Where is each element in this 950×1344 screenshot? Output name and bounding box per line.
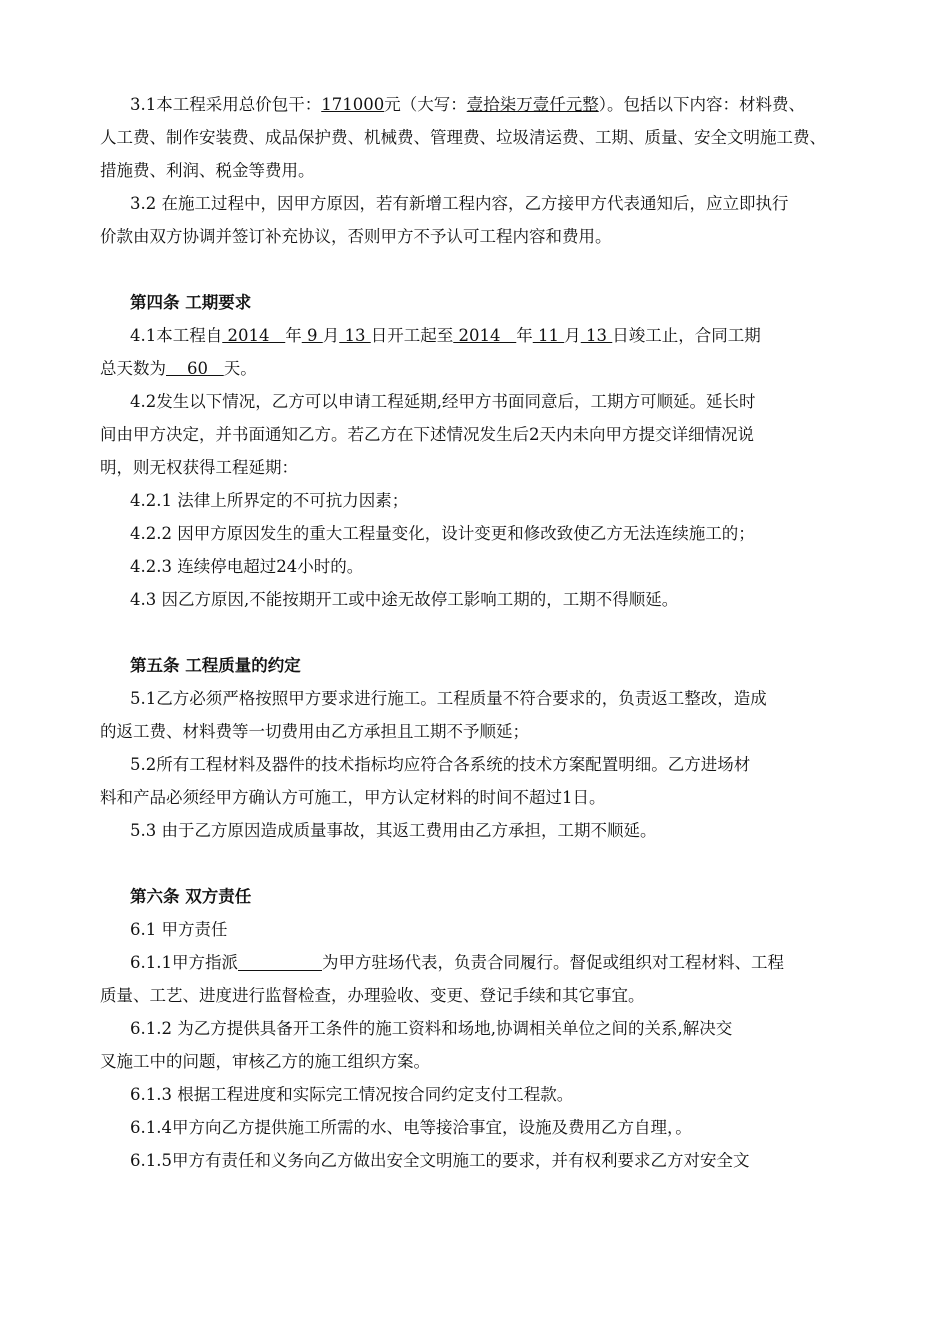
clause-5-1-line-2: 的返工费、材料费等一切费用由乙方承担且工期不予顺延； — [100, 722, 529, 741]
clause-4-2-line-3: 明，则无权获得工程延期： — [100, 458, 298, 477]
clause-3-1-line-3: 措施费、利润、税金等费用。 — [100, 161, 315, 180]
clause-6-1-1-line-2: 质量、工艺、进度进行监督检查，办理验收、变更、登记手续和其它事宜。 — [100, 986, 645, 1005]
clause-6-1: 6.1 甲方责任 — [130, 920, 228, 939]
section-4-heading: 第四条 工期要求 — [130, 293, 252, 312]
clause-3-1-line-2: 人工费、制作安装费、成品保护费、机械费、管理费、垃圾清运费、工期、质量、安全文明施工费、 — [100, 128, 826, 147]
clause-3-1-line-1: 3.1本工程采用总价包干：171000元（大写：壹拾柒万壹仟元整）。包括以下内容：材料费、 — [130, 95, 805, 114]
clause-3-2-line-1: 3.2 在施工过程中，因甲方原因，若有新增工程内容，乙方接甲方代表通知后，应立即执行 — [130, 194, 789, 213]
end-day: 13 — [586, 326, 607, 345]
start-year: 2014 — [227, 326, 270, 345]
end-month: 11 — [538, 326, 559, 345]
clause-6-1-3: 6.1.3 根据工程进度和实际完工情况按合同约定支付工程款。 — [130, 1085, 574, 1104]
clause-6-1-4: 6.1.4甲方向乙方提供施工所需的水、电等接洽事宜，设施及费用乙方自理，。 — [130, 1118, 692, 1137]
clause-4-1-line-2: 总天数为 60 天。 — [100, 359, 257, 378]
clause-3-2-line-2: 价款由双方协调并签订补充协议，否则甲方不予认可工程内容和费用。 — [100, 227, 612, 246]
clause-6-1-2-line-2: 叉施工中的问题，审核乙方的施工组织方案。 — [100, 1052, 430, 1071]
start-day: 13 — [344, 326, 366, 345]
clause-4-2-1: 4.2.1 法律上所界定的不可抗力因素； — [130, 491, 409, 510]
clause-6-1-1-line-1: 6.1.1甲方指派 为甲方驻场代表，负责合同履行。督促或组织对工程材料、工程 — [130, 946, 870, 979]
clause-4-1-line-1: 4.1本工程自 2014 年 9 月 13 日开工起至 2014 年 11 月 13 日竣工止，合同工期 — [130, 326, 761, 345]
total-days: 60 — [186, 359, 208, 378]
clause-5-3: 5.3 由于乙方原因造成质量事故，其返工费用由乙方承担，工期不顺延。 — [130, 821, 657, 840]
end-year: 2014 — [458, 326, 501, 345]
total-price-amount: 171000 — [321, 95, 385, 114]
clause-5-2-line-2: 料和产品必须经甲方确认方可施工，甲方认定材料的时间不超过1日。 — [100, 788, 606, 807]
clause-6-1-2-line-1: 6.1.2 为乙方提供具备开工条件的施工资料和场地,协调相关单位之间的关系,解决交 — [130, 1019, 733, 1038]
clause-4-2-line-2: 间由甲方决定，并书面通知乙方。若乙方在下述情况发生后2天内未向甲方提交详细情况说 — [100, 425, 754, 444]
clause-4-3: 4.3 因乙方原因,不能按期开工或中途无故停工影响工期的，工期不得顺延。 — [130, 590, 679, 609]
clause-6-1-5: 6.1.5甲方有责任和义务向乙方做出安全文明施工的要求，并有权利要求乙方对安全文 — [130, 1151, 750, 1170]
clause-5-1-line-1: 5.1乙方必须严格按照甲方要求进行施工。工程质量不符合要求的，负责返工整改，造成 — [130, 689, 767, 708]
clause-4-2-line-1: 4.2发生以下情况，乙方可以申请工程延期,经甲方书面同意后，工期方可顺延。延长时 — [130, 392, 756, 411]
clause-4-2-3: 4.2.3 连续停电超过24小时的。 — [130, 557, 364, 576]
start-month: 9 — [307, 326, 318, 345]
clause-5-2-line-1: 5.2所有工程材料及器件的技术指标均应符合各系统的技术方案配置明细。乙方进场材 — [130, 755, 751, 774]
representative-blank — [238, 950, 322, 971]
section-5-heading: 第五条 工程质量的约定 — [130, 656, 301, 675]
total-price-uppercase: 壹拾柒万壹仟元整 — [466, 95, 599, 114]
clause-4-2-2: 4.2.2 因甲方原因发生的重大工程量变化，设计变更和修改致使乙方无法连续施工的； — [130, 524, 755, 543]
section-6-heading: 第六条 双方责任 — [130, 887, 252, 906]
